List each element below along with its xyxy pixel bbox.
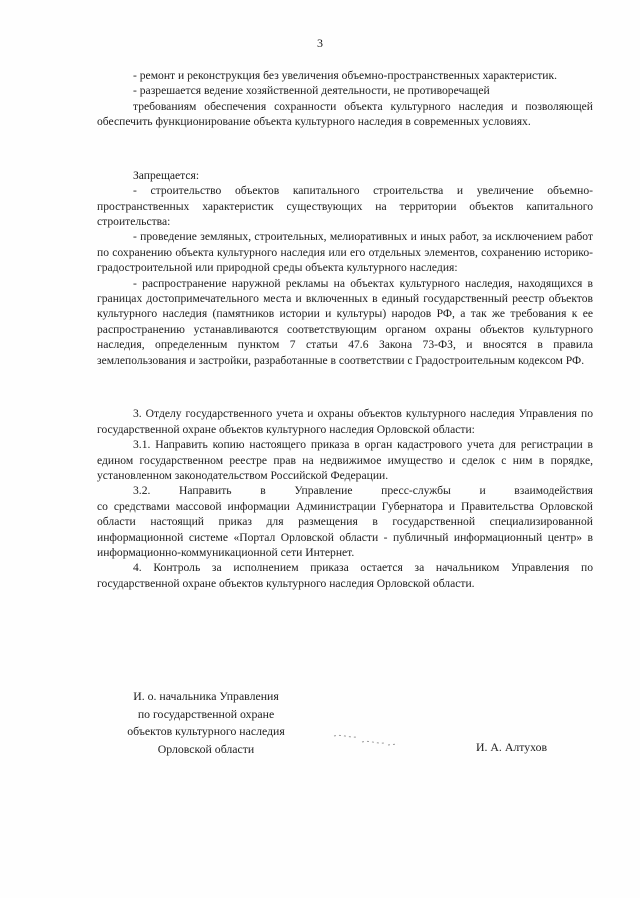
paragraph: - проведение земляных, строительных, мелиоративных и иных работ, за исключением работ по сохранению объекта культурного наследия или его отдельных элементов, сохранению историко-градостроительной или природной среды объекта культурного наследия:: [97, 230, 593, 275]
paragraph-gap: [97, 380, 593, 395]
paragraph: со средствами массовой информации Администрации Губернатора и Правительства Орловской области настоящий приказ для размещения в государственной специализированной информационной системе «Портал Орловской области - публичный информационный центр» в информационно-коммуникационной сети Интернет.: [97, 499, 593, 559]
document-body: [97, 68, 593, 591]
signatory-title-line: И. о. начальника Управления: [133, 689, 279, 703]
paragraph: - строительство объектов капитального строительства и увеличение объемно-пространственных характеристик существующих на территории объектов капитального строительства:: [97, 184, 593, 229]
paragraph: - разрешается ведение хозяйственной деятельности, не противоречащей: [133, 84, 490, 98]
paragraph: - ремонт и реконструкция без увеличения объемно-пространственных характеристик.: [133, 69, 557, 82]
paragraph: 3.2. Направить в Управление пресс-службы и взаимодействия: [133, 484, 593, 498]
signatory-title-line: Орловской области: [157, 741, 255, 756]
handwritten-signature: [332, 728, 402, 750]
page-number: 3: [317, 36, 323, 50]
signatory-title-line: объектов культурного наследия: [127, 724, 285, 738]
paragraph: 4. Контроль за исполнением приказа остается за начальником Управления по государственной охране объектов культурного наследия Орловской области.: [97, 561, 593, 590]
signatory-title-line: по государственной охране: [137, 706, 275, 721]
paragraph-gap: [97, 141, 593, 156]
paragraph: 3. Отделу государственного учета и охраны объектов культурного наследия Управления по государственной охране объектов культурного наследия Орловской области:: [97, 407, 593, 436]
signatory-title: [96, 688, 316, 758]
signatory-name: И. А. Алтухов: [476, 740, 548, 754]
paragraph: Запрещается:: [133, 168, 200, 182]
paragraph: требованиям обеспечения сохранности объекта культурного наследия и позволяющей обеспечить функционирование объекта культурного наследия в современных условиях.: [97, 99, 593, 129]
paragraph: 3.1. Направить копию настоящего приказа в орган кадастрового учета для регистрации в едином государственном реестре прав на недвижимое имущество и сделок с ним в порядке, установленном законодательством Российской Федерации.: [97, 438, 593, 482]
paragraph: - распространение наружной рекламы на объектах культурного наследия, находящихся в границах достопримечательного места и включенных в единый государственный реестр объектов культурного наследия (памятников истории и культуры) народов РФ, а так же требования к ее распространению устанавливаются соответствующим органом охраны объектов культурного наследия, определенным пунктом 7 статьи 47.6 Закона 73-ФЗ, и вносятся в правила землепользования и застройки, разработанные в соответствии с Градостроительным кодексом РФ.: [97, 276, 593, 367]
